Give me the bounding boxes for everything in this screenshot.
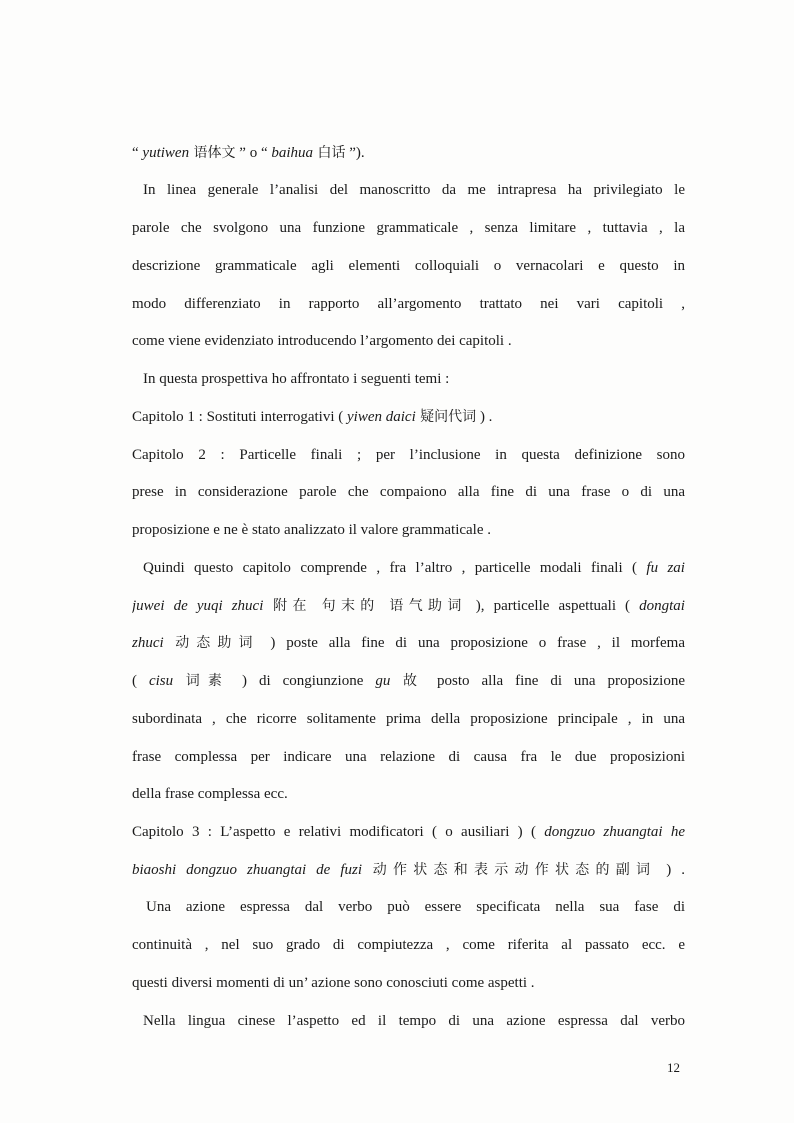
pinyin-term: biaoshi dongzuo zhuangtai de fuzi bbox=[132, 862, 363, 878]
line-17 bbox=[132, 747, 685, 767]
line-20 bbox=[132, 860, 685, 880]
line-5 bbox=[132, 294, 685, 314]
text-segment: ”). bbox=[345, 145, 365, 161]
text-segment: subordinata , che ricorre solitamente prima della proposizione principale , in una bbox=[132, 711, 685, 727]
line-22 bbox=[132, 935, 685, 955]
text-segment: ) poste alla fine di una proposizione o frase , il morfema bbox=[259, 635, 685, 651]
pinyin-term: juwei de yuqi zhuci bbox=[132, 598, 264, 614]
text-segment: Capitolo 1 : Sostituti interrogativi ( bbox=[132, 409, 347, 425]
line-2 bbox=[143, 180, 685, 200]
chinese-term: 白话 bbox=[313, 145, 346, 161]
text-segment: ( bbox=[132, 673, 149, 689]
line-13 bbox=[132, 596, 685, 616]
text-segment: ) di congiunzione bbox=[230, 673, 376, 689]
line-24 bbox=[143, 1011, 685, 1031]
line-14 bbox=[132, 633, 685, 653]
pinyin-term: baihua bbox=[271, 145, 314, 161]
line-12 bbox=[143, 558, 685, 578]
line-18 bbox=[132, 784, 685, 804]
line-8 bbox=[132, 407, 685, 427]
text-segment: “ bbox=[132, 145, 143, 161]
text-segment: descrizione grammaticale agli elementi colloquiali o vernacolari e questo in bbox=[132, 258, 685, 274]
pinyin-term: dongzuo zhuangtai he bbox=[544, 824, 685, 840]
line-11 bbox=[132, 520, 685, 540]
chinese-term: 故 bbox=[390, 673, 426, 689]
text-segment: ) . bbox=[476, 409, 493, 425]
pinyin-term: cisu bbox=[148, 673, 174, 689]
text-segment: Quindi questo capitolo comprende , fra l’altro , particelle modali finali ( bbox=[143, 560, 647, 576]
chinese-term: 动态助词 bbox=[163, 635, 260, 651]
line-16 bbox=[132, 709, 685, 729]
text-segment: frase complessa per indicare una relazione di causa fra le due proposizioni bbox=[132, 749, 685, 765]
text-segment: posto alla fine di una proposizione bbox=[425, 673, 685, 689]
pinyin-term: yutiwen bbox=[142, 145, 190, 161]
line-19 bbox=[132, 822, 685, 842]
text-segment: continuità , nel suo grado di compiutezza , come riferita al passato ecc. e bbox=[132, 937, 685, 953]
pinyin-term: yiwen daici bbox=[347, 409, 416, 425]
text-segment: proposizione e ne è stato analizzato il valore grammaticale . bbox=[132, 522, 492, 538]
line-15 bbox=[132, 671, 685, 691]
text-segment: In linea generale l’analisi del manoscritto da me intrapresa ha privilegiato le bbox=[143, 182, 685, 198]
text-segment: modo differenziato in rapporto all’argomento trattato nei vari capitoli , bbox=[132, 296, 685, 312]
line-3 bbox=[132, 218, 685, 238]
text-segment: Capitolo 3 : L’aspetto e relativi modificatori ( o ausiliari ) ( bbox=[132, 824, 545, 840]
line-1 bbox=[132, 143, 685, 163]
line-4 bbox=[132, 256, 685, 276]
line-7 bbox=[143, 369, 685, 389]
line-9 bbox=[132, 445, 685, 465]
line-23 bbox=[132, 973, 685, 993]
text-segment: Una azione espressa dal verbo può essere specificata nella sua fase di bbox=[146, 899, 685, 915]
text-segment: ” o “ bbox=[235, 145, 272, 161]
text-segment: ), particelle aspettuali ( bbox=[466, 598, 640, 614]
chinese-term: 语体文 bbox=[189, 145, 236, 161]
pinyin-term: gu bbox=[375, 673, 391, 689]
pinyin-term: zhuci bbox=[132, 635, 164, 651]
text-segment: come viene evidenziato introducendo l’argomento dei capitoli . bbox=[132, 333, 512, 349]
text-segment: prese in considerazione parole che compaiono alla fine di una frase o di una bbox=[132, 484, 685, 500]
chinese-term: 词素 bbox=[173, 673, 231, 689]
text-segment: Nella lingua cinese l’aspetto ed il tempo di una azione espressa dal verbo bbox=[143, 1013, 685, 1029]
text-segment: questi diversi momenti di un’ azione sono conosciuti come aspetti . bbox=[132, 975, 535, 991]
pinyin-term: fu zai bbox=[646, 560, 685, 576]
text-segment: della frase complessa ecc. bbox=[132, 786, 288, 802]
page-number: 12 bbox=[667, 1060, 680, 1075]
text-segment: Capitolo 2 : Particelle finali ; per l’inclusione in questa definizione sono bbox=[132, 447, 685, 463]
chinese-term: 疑问代词 bbox=[415, 409, 477, 425]
text-segment: In questa prospettiva ho affrontato i seguenti temi : bbox=[143, 371, 450, 387]
pinyin-term: dongtai bbox=[639, 598, 685, 614]
line-6 bbox=[132, 331, 685, 351]
text-segment: parole che svolgono una funzione grammaticale , senza limitare , tuttavia , la bbox=[132, 220, 685, 236]
chinese-term: 动作状态和表示动作状态的副词 bbox=[362, 862, 657, 878]
line-21 bbox=[146, 897, 685, 917]
chinese-term: 附在 句末的 语气助词 bbox=[263, 598, 467, 614]
text-segment: ) . bbox=[656, 862, 685, 878]
line-10 bbox=[132, 482, 685, 502]
